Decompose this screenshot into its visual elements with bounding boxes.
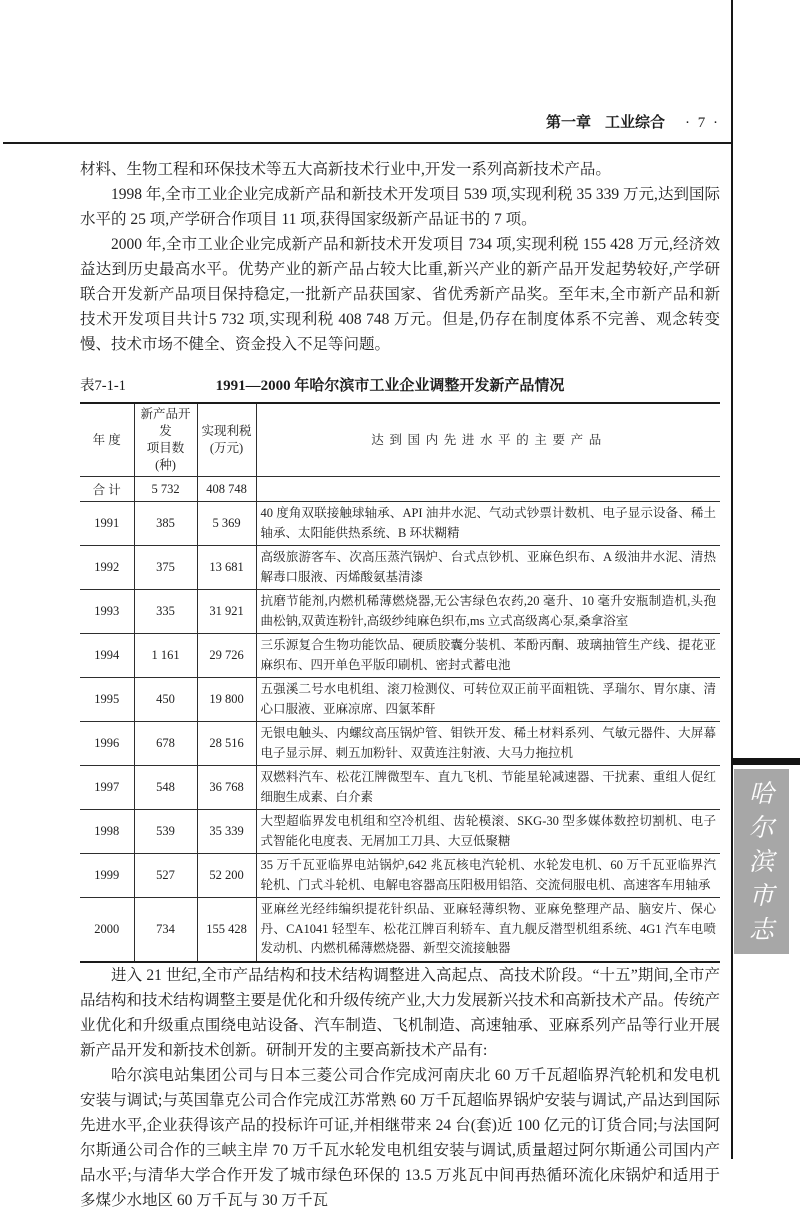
cell-profit-tax: 19 800 <box>197 678 256 722</box>
spine-char: 志 <box>748 914 774 944</box>
cell-projects: 335 <box>134 590 197 634</box>
table-row <box>80 502 720 546</box>
cell-year: 1991 <box>80 502 134 546</box>
cell-products: 无银电触头、内螺纹高压锅炉管、钼铁开发、稀土材料系列、气敏元器件、大屏幕电子显示屏、刺五加粉针、双黄连注射液、大马力拖拉机 <box>256 722 720 766</box>
cell-products: 高级旅游客车、次高压蒸汽锅炉、台式点钞机、亚麻色织布、A 级油井水泥、清热解毒口服液、丙烯酸氨基清漆 <box>256 546 720 590</box>
table-row <box>80 810 720 854</box>
spine-char: 滨 <box>748 846 774 876</box>
cell-projects: 539 <box>134 810 197 854</box>
table-body <box>80 477 720 962</box>
paragraph: 进入 21 世纪,全市产品结构和技术结构调整进入高起点、高技术阶段。“十五”期间,全市产品结构和技术结构调整主要是优化和升级传统产业,大力发展新兴技术和高新技术产品。传统产业优化和升级重点围绕电站设备、汽车制造、飞机制造、高速轴承、亚麻系列产品等行业开展新产品开发和新技术创新。研制开发的主要高新技术产品有: <box>80 966 720 1059</box>
table-label: 表7-1-1 <box>80 378 126 394</box>
products-table <box>80 402 720 963</box>
cell-projects: 375 <box>134 546 197 590</box>
cell-profit-tax: 29 726 <box>197 634 256 678</box>
table-row <box>80 477 720 502</box>
section-label: 工业综合 <box>604 115 665 131</box>
table-caption <box>80 374 720 395</box>
cell-projects: 548 <box>134 766 197 810</box>
col-header-profit: 实现利税 (万元) <box>197 403 256 477</box>
spine-char: 市 <box>748 880 774 910</box>
cell-profit-tax: 5 369 <box>197 502 256 546</box>
cell-year: 1997 <box>80 766 134 810</box>
page-number: · 7 · <box>685 115 720 131</box>
paragraph: 材料、生物工程和环保技术等五大高新技术行业中,开发一系列高新技术产品。 <box>80 161 611 178</box>
col-header-projects: 新产品开发 项目数(种) <box>134 403 197 477</box>
table-row <box>80 854 720 898</box>
cell-projects: 527 <box>134 854 197 898</box>
cell-projects: 678 <box>134 722 197 766</box>
book-spine-tab <box>734 769 789 954</box>
cell-profit-tax: 13 681 <box>197 546 256 590</box>
table-title: 1991—2000 年哈尔滨市工业企业调整开发新产品情况 <box>215 378 565 394</box>
table-row <box>80 634 720 678</box>
cell-products: 35 万千瓦亚临界电站锅炉,642 兆瓦核电汽轮机、水轮发电机、60 万千瓦亚临界汽轮机、门式斗轮机、电解电容器高压阳极用铝箔、交流伺服电机、高速客车用轴承 <box>256 854 720 898</box>
table-row <box>80 590 720 634</box>
cell-year: 1994 <box>80 634 134 678</box>
cell-products: 大型超临界发电机组和空冷机组、齿轮模滚、SKG-30 型多媒体数控切割机、电子式智能化电度表、无屑加工刀具、大豆低聚糖 <box>256 810 720 854</box>
paragraph: 2000 年,全市工业企业完成新产品和新技术开发项目 734 项,实现利税 155 428 万元,经济效益达到历史最高水平。优势产业的新产品占较大比重,新兴产业的新产品开发起势较好,产学研联合开发新产品项目保持稳定,一批新产品获国家、省优秀新产品奖。至年末,全市新产品和新技术开发项目共计5 732 项,实现利税 408 748 万元。但是,仍存在制度体系不完善、观念转变慢、技术市场不健全、资金投入不足等问题。 <box>80 236 720 353</box>
cell-year: 1998 <box>80 810 134 854</box>
col-header-products: 达到国内先进水平的主要产品 <box>256 403 720 477</box>
spine-char: 哈 <box>748 778 774 808</box>
spine-char: 尔 <box>748 812 774 842</box>
cell-products: 双燃料汽车、松花江牌微型车、直九飞机、节能星轮减速器、干扰素、重组人促红细胞生成素、白介素 <box>256 766 720 810</box>
cell-profit-tax: 31 921 <box>197 590 256 634</box>
cell-products: 40 度角双联接触球轴承、API 油井水泥、气动式钞票计数机、电子显示设备、稀土轴承、太阳能供热系统、B 环状糊精 <box>256 502 720 546</box>
cell-year: 1995 <box>80 678 134 722</box>
cell-products: 亚麻丝光经纬编织提花针织品、亚麻轻薄织物、亚麻免整理产品、脑安片、保心丹、CA1041 轻型车、松花江牌百利轿车、直九舰反潜型机组系统、4G1 汽车电喷发动机、内燃机稀薄燃烧器、新型交流接触器 <box>256 898 720 962</box>
cell-year: 1999 <box>80 854 134 898</box>
cell-year: 1992 <box>80 546 134 590</box>
page-header <box>80 112 720 134</box>
paragraph: 哈尔滨电站集团公司与日本三菱公司合作完成河南庆北 60 万千瓦超临界汽轮机和发电机安装与调试;与英国靠克公司合作完成江苏常熟 60 万千瓦超临界锅炉安装与调试,产品达到国际先进水平,企业获得该产品的投标许可证,并相继带来 24 台(套)近 100 亿元的订货合同;与法国阿尔斯通公司合作的三峡主岸 70 万千瓦水轮发电机组安装与调试,质量超过阿尔斯通公司国内产品水平;与清华大学合作开发了城市绿色环保的 13.5 万兆瓦中间再热循环流化床锅炉和适用于多煤少水地区 60 万千瓦与 30 万千瓦 <box>80 1066 720 1209</box>
page-edge-line <box>731 0 733 1159</box>
cell-year: 合 计 <box>80 477 134 502</box>
table-row <box>80 722 720 766</box>
table-row <box>80 546 720 590</box>
paragraph: 1998 年,全市工业企业完成新产品和新技术开发项目 539 项,实现利税 35 339 万元,达到国际水平的 25 项,产学研合作项目 11 项,获得国家级新产品证书的 7 项。 <box>80 186 720 228</box>
spine-top-bar <box>731 758 800 765</box>
chapter-label: 第一章 <box>545 115 591 131</box>
cell-profit-tax: 35 339 <box>197 810 256 854</box>
cell-products <box>256 477 720 502</box>
cell-products: 五强溪二号水电机组、滚刀检测仪、可转位双正前平面粗铣、孚瑞尔、胃尔康、清心口服液、亚麻凉席、四氯苯酐 <box>256 678 720 722</box>
table-row <box>80 766 720 810</box>
header-rule <box>3 142 732 144</box>
cell-year: 2000 <box>80 898 134 962</box>
cell-profit-tax: 36 768 <box>197 766 256 810</box>
cell-profit-tax: 155 428 <box>197 898 256 962</box>
cell-year: 1993 <box>80 590 134 634</box>
cell-products: 三乐源复合生物功能饮品、硬质胶囊分装机、苯酚丙酮、玻璃抽管生产线、提花亚麻织布、四开单色平版印刷机、密封式蓄电池 <box>256 634 720 678</box>
table-row <box>80 678 720 722</box>
page-content <box>80 157 720 1213</box>
cell-projects: 734 <box>134 898 197 962</box>
cell-profit-tax: 408 748 <box>197 477 256 502</box>
cell-projects: 5 732 <box>134 477 197 502</box>
cell-products: 抗磨节能剂,内燃机稀薄燃烧器,无公害绿色农药,20 毫升、10 毫升安瓶制造机,头孢曲松钠,双黄连粉针,高级纱纯麻色织布,ms 立式高级离心泵,桑拿浴室 <box>256 590 720 634</box>
table-row <box>80 898 720 962</box>
col-header-year: 年 度 <box>80 403 134 477</box>
table-header-row <box>80 403 720 477</box>
cell-year: 1996 <box>80 722 134 766</box>
cell-projects: 450 <box>134 678 197 722</box>
cell-profit-tax: 52 200 <box>197 854 256 898</box>
cell-profit-tax: 28 516 <box>197 722 256 766</box>
cell-projects: 1 161 <box>134 634 197 678</box>
cell-projects: 385 <box>134 502 197 546</box>
